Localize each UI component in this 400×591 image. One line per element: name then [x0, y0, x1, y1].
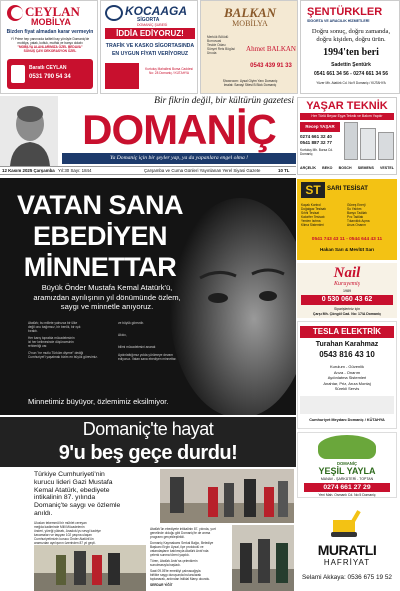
balkan-item: Bornovasi [207, 39, 222, 43]
masthead-slogan: Ya Domaniç için bir şeyler yap, ya da yapanlara engel olma ! [62, 153, 296, 164]
ceylan-addr: Baratlı CEYLAN [29, 65, 67, 71]
st-phones: 0541 743 43 11 - 0544 644 43 11 [311, 237, 383, 242]
kocaaga-phone-box [105, 63, 139, 89]
hero-text-line: ediyoruz. Vatan sana ebediyen minnettar. [118, 357, 177, 361]
st-item: Yerden Isıtma [301, 219, 321, 223]
hero-headline-line: VATAN SANA [17, 190, 183, 220]
nail-title: Siparişleriniz için [333, 307, 361, 311]
nail-since: 1989 [343, 289, 351, 293]
story-body-line: toplanarak, ardından İstiklal Marşı okundu. [150, 577, 211, 581]
kocaaga-sigorta-ad[interactable] [100, 0, 198, 94]
yesil-yayla-ad[interactable] [297, 432, 397, 498]
st-item: Kalorifer Tesisatı [301, 215, 325, 219]
ceylan-line: "MOBİLYA ALANLARIMIZA ÖZEL BEDAVA" [17, 45, 83, 49]
st-item: Kaçak Kontrol [301, 203, 321, 207]
sari-tesisat-ad[interactable] [297, 179, 397, 260]
kocaaga-logo-icon [105, 5, 123, 21]
hero-headline-line: EBEDİYEN [32, 221, 168, 251]
issue-number: Yıl:30 Sayı: 1844 [58, 168, 92, 173]
nail-sub: Kuruyemiş [334, 281, 360, 287]
balkan-person: Ahmet BALKAN [246, 45, 296, 53]
nail-kuruyemis-ad[interactable] [297, 263, 397, 318]
appliances-image [344, 122, 394, 162]
story-body-line: Tören, Atatürk Anıtı'na çelenklerin [150, 559, 198, 563]
st-sub: SARI TESİSAT [327, 186, 368, 192]
balkan-item: Merkük Bölüdü [207, 35, 229, 39]
senturkler-ad[interactable] [300, 0, 400, 94]
senturkler-sub: SİGORTA VE ARACILIK HİZMETLERİ [307, 19, 370, 23]
senturkler-line: Doğru sonuç, doğru zamanda, [311, 28, 391, 35]
story-body-line: önderi, yüreği yüksek, Anadolu'yu sevgi kadriye [34, 529, 101, 533]
hero-text-line: ve büyük görevdir. [118, 321, 144, 325]
location-icon [11, 65, 25, 83]
story-lead-line: intikalinin 87. yılında [34, 494, 96, 502]
ceylan-name: CEYLAN [25, 4, 80, 19]
masthead-tagline: Bir fikrin değil, bir kültürün gazetesi [154, 96, 294, 106]
murat-name: MURATLI [317, 542, 377, 558]
story-headline-2: 9'u beş geçe durdu! [58, 442, 238, 464]
st-item: Su Yalıtım [347, 207, 362, 211]
yasar-phone: 0541 887 32 77 [300, 140, 332, 145]
murat-hafriyat-ad[interactable] [297, 502, 397, 590]
senturkler-person: Sadettin Şentürk [331, 62, 371, 68]
yasar-addr: Kurtuluş Mh. Bursa Cd. Domaniç [300, 148, 333, 156]
yayla-name: DOMANİÇ [336, 461, 357, 466]
story-section [0, 417, 296, 591]
hero-text-line: Atatürk; bu millete yalnızca bir ülke [28, 321, 78, 325]
yasar-person: Recep YAŞAR [300, 122, 340, 132]
issue-date: 12 Kasım 2025 Çarşamba [2, 168, 55, 173]
yasar-name: YAŞAR TEKNİK [306, 100, 388, 112]
story-body-line: kavamaları ve taşıyan 102 yaşına ulaşan [34, 533, 92, 537]
balkan-mobilya-ad[interactable] [200, 0, 298, 94]
ceylan-sub: MOBİLYA [31, 17, 71, 27]
murat-phone: 0536 675 19 52 [347, 574, 392, 581]
st-item: Sıhhi Tesisat [301, 211, 320, 215]
st-item: Pvc Tadilatı [347, 215, 364, 219]
nail-addr: Çarşı Mh. Çöngöl Cad. No: 17/A Domaniç [312, 312, 382, 316]
ceremony-photo-top [160, 469, 294, 523]
hero-text-line: bıraktı. [28, 329, 38, 333]
st-item: Doğalgaz Tesisatı [301, 207, 327, 211]
st-item: Güneş Enerji [347, 203, 366, 207]
ceylan-phone: 0531 790 54 34 [29, 74, 71, 80]
ceremony-photo-right [232, 525, 294, 591]
story-body-line: birlikte saygı duruşunda bulunularak [150, 573, 202, 577]
kocaaga-name: KOCAAGA [125, 4, 187, 18]
story-body-line: Saat 09.05'te emekliyi çalınacağıyla [150, 569, 201, 573]
ceremony-photo-left [34, 545, 146, 591]
hero-text-line: bilimi mücadelesini anarak [118, 345, 156, 349]
hero-lead-line: Büyük Önder Mustafa Kemal Atatürk'ü, [41, 283, 173, 292]
senturkler-since: 1994'ten beri [323, 47, 379, 58]
story-body-line: meğda kadiminde Milli Mücadelenin [34, 525, 85, 529]
kocaaga-tag: DOMANİÇ ŞUBESİ [137, 23, 168, 27]
story-body-line: Domaniç Kaymakamı Serkal Bağcı, Belediye [150, 541, 214, 545]
hero-lead-line: saygı ve minnetle anıyoruz. [60, 302, 154, 311]
balkan-name: BALKAN [223, 5, 276, 20]
senturkler-phones: 0541 661 34 56 - 0274 661 34 56 [314, 71, 388, 77]
crescent-icon [7, 5, 23, 21]
kocaaga-line2: EN UYGUN FİYATI VERİYORUZ [111, 51, 189, 57]
story-body-line: programı gerçekleştirildi. [150, 535, 185, 539]
yasar-teknik-ad[interactable] [297, 97, 397, 175]
brand-label: BOSCH [338, 166, 352, 170]
kocaaga-sub: SİGORTA [137, 17, 160, 23]
story-lead-line: Kemal Atatürk, ebediyete [34, 486, 110, 494]
story-body-line: vatandaşların katılımıyla Atatürk Anıtı'nda [150, 549, 209, 553]
ceylan-line: mobilya, yatak, koltuk, mutfak ve banyo dolabı [17, 41, 83, 45]
tesla-service: Arıza - Onarım [333, 369, 361, 375]
tesla-phone: 0543 816 43 10 [319, 350, 375, 359]
ataturk-portrait [0, 96, 58, 166]
excavator-icon [327, 508, 367, 538]
tesla-service: Anahtar, Priz, Arıza Montaj [323, 380, 371, 386]
yayla-sub: YEŞİL YAYLA [318, 466, 376, 476]
hero-text-line: Aydınlattığımız yolda yürümeye devam [118, 353, 173, 357]
story-body-line: Atatürk'ün ebediyete intikalinin 87. yılında, yurt [150, 527, 216, 531]
senturkler-addr: Yüzer Mh. Atatürk Cd. No:9 Domaniç / KÜTAHYA [316, 81, 386, 85]
story-headline-box [0, 417, 296, 467]
produce-basket-image [318, 435, 376, 459]
hero-text-line: rehberliği var. [28, 344, 48, 348]
story-lead-line: Türkiye Cumhuriyeti'nin [34, 471, 105, 478]
st-item: Arıza Onarım [347, 223, 366, 227]
hero-text-line: O'nun "ne mutlu Türküm diyene" dediği [28, 351, 84, 355]
nail-name: Nail [333, 265, 361, 281]
story-body-line: Cumhuriyetimizin kurucu Önder Atatürk'ün [34, 537, 94, 541]
tesla-service: Kurulum - Güvenlik [329, 364, 364, 369]
st-person: Hakan Sarı & Mevlüt Sarı [319, 247, 375, 252]
balkan-item: Ünoda [207, 51, 217, 55]
kocaaga-addr: Kurtuluş Mahallesi Bursa Caddesi [145, 67, 193, 71]
tesla-elektrik-ad[interactable] [297, 321, 397, 429]
nail-phone: 0 530 060 43 62 [301, 295, 393, 305]
st-item: Banyo Tadilatı [347, 211, 367, 215]
tesla-service: Aydınlatma Sistemleri [327, 375, 367, 381]
story-body-line: aramızdan ayrılışının üzerinden 87 yıl geçti. [34, 541, 96, 545]
hero-text-line: Cumhuriyet'i yaşatmak bizim en büyük görevimiz. [28, 355, 98, 359]
masthead-title: DOMANİÇ [82, 106, 276, 153]
st-item: Klima Sistemleri [301, 223, 324, 227]
balkan-phone: 0543 439 91 33 [250, 63, 292, 69]
senturkler-line: doğru kişiden, doğru ürün. [316, 36, 386, 43]
yayla-addr: Yeni Mah. Osmanlı Cd. No:5 Domaniç [318, 493, 376, 497]
ceylan-slogan: Bizden fiyat almadan karar vermeyin [6, 29, 94, 35]
story-lead-line: kurucu lideri Gazi Mustafa [34, 478, 113, 486]
st-item: Tıkanıklık Açma [347, 219, 370, 223]
story-lead-line: Domaniç'te saygı ve özlemle [34, 502, 121, 510]
brand-label: VESTEL [379, 166, 394, 170]
story-body-line: genelinde olduğu gibi Domaniç'te de anma [150, 531, 211, 535]
tesla-name: TESLA ELEKTRİK [300, 326, 394, 338]
story-headline-1: Domaniç'te hayat [82, 419, 214, 439]
balkan-foot: Showroom: Uysal Giyim Yanı Domaniç [222, 79, 278, 83]
balkan-item: Teside Odası [207, 43, 226, 47]
kocaaga-addr: No: 28 Domaniç / KÜTAHYA [148, 71, 190, 75]
murat-person: Selami Akkaya: [302, 574, 346, 581]
hero-text-line: Akılcı, [118, 333, 127, 337]
story-body-line: Başkanı Ergin Uysal, ilçe protokolü ve [150, 545, 204, 549]
yayla-tag: MANAV - ŞARKÜTERİ - TOPTAN [320, 477, 374, 481]
ceylan-line: Yİ Prime hep yanınızda kaliteli bay yönüyle Domaniç'de [10, 37, 90, 41]
brand-label: ARÇELİK [300, 166, 316, 170]
masthead-info-bar [0, 166, 296, 175]
frequency: Çarşamba ve Cuma Günleri Yayınlanan Yerel Siyasi Gazete [144, 168, 261, 173]
hero-closing: Minnetimiz büyüyor, özlemimiz eksilmiyor. [28, 397, 169, 406]
hero-text-line: Her karış toprakta mücadelesinin [28, 336, 75, 340]
st-logo: ST [301, 182, 325, 198]
hero-text-line: izi her kelimesinde düşüncesinin [28, 340, 74, 344]
story-body-line: çelenk sunma töreni yapıldı. [150, 553, 190, 557]
brand-label: BEKO [322, 166, 333, 170]
murat-sub: HAFRİYAT [323, 558, 371, 567]
ceylan-contact-box [7, 59, 93, 89]
ceylan-mobilya-ad[interactable] [0, 0, 98, 94]
price: 10 TL [278, 168, 290, 173]
ceylan-line: SÖNÜŞ ÇAYI DEKORASYON ÖZEL [23, 49, 77, 53]
tesla-tools-image [300, 396, 394, 414]
yasar-phone: 0274 661 32 40 [300, 134, 332, 139]
story-body-line: sunulmasıyla başladı. [150, 563, 181, 567]
hero-headline-line: MİNNETTAR [23, 252, 177, 282]
tesla-service: Sürekli Servis [334, 386, 360, 392]
senturkler-name: ŞENTÜRKLER [307, 6, 383, 18]
brand-label: SIEMENS [357, 166, 374, 170]
kocaaga-banner: İDDİA EDİYORUZ! [105, 28, 195, 39]
hero-lead-line: aramızdan ayrılışının yıl dönümünde özlem, [33, 292, 181, 302]
balkan-item: Sünyet Reis Bögüsi [207, 47, 235, 51]
yayla-phone: 0274 661 27 29 [304, 483, 390, 492]
balkan-sub: MOBİLYA [232, 19, 268, 28]
hero-text-line: değil onu bağımsız, bir benlik, bir ışık [28, 325, 81, 329]
yasar-tag: Her Türlü Beyaz Eşya Teknik ve Bakım Yapılır [300, 113, 394, 120]
balkan-foot: İmalat: Sanayi Sitesi B Blok Domaniç [223, 83, 277, 87]
story-lead-line: anıldı. [34, 509, 53, 517]
story-body-line: Ulusları tekemmül bir mühlet cereyan [34, 521, 87, 525]
tesla-addr: Cumhuriyet Meydanı Domaniç / KÜTAHYA [309, 418, 385, 422]
tesla-person: Turahan Karahmaz [315, 341, 379, 348]
kocaaga-line1: TRAFİK VE KASKO SİGORTASINDA [105, 43, 195, 49]
story-byline: SERDAR YİĞİT [150, 583, 173, 587]
hero-section [0, 178, 296, 415]
